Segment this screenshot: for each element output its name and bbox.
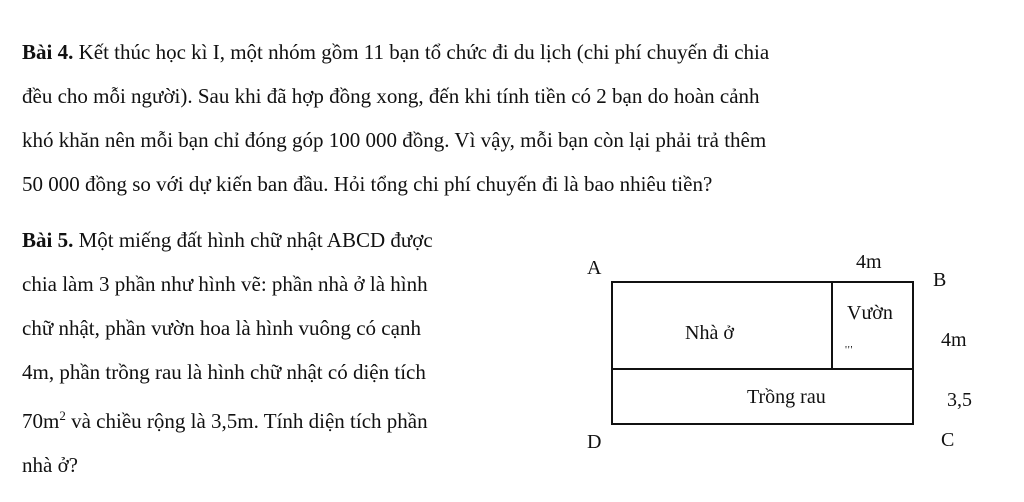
exercise-4-line-3: khó khăn nên mỗi bạn chỉ đóng góp 100 000 đồng. Vì vậy, mỗi bạn còn lại phải trả thêm xyxy=(22,128,767,152)
area-exponent: 2 xyxy=(59,408,66,423)
garden-label: Vườn xyxy=(847,302,893,324)
corner-a-label: A xyxy=(587,257,602,279)
exercise-5-line-5 xyxy=(22,394,562,443)
corner-c-label: C xyxy=(941,429,955,451)
corner-b-label: B xyxy=(933,269,947,291)
house-label: Nhà ở xyxy=(685,322,734,344)
exercise-4 xyxy=(22,30,1012,206)
exercise-5-line-3: chữ nhật, phần vườn hoa là hình vuông có cạnh xyxy=(22,316,421,340)
exercise-4-line-2: đều cho mỗi người). Sau khi đã hợp đồng xong, đến khi tính tiền có 2 bạn do hoàn cảnh xyxy=(22,84,760,108)
vegetable-label: Trồng rau xyxy=(747,386,826,408)
right-lower-label: 3,5 xyxy=(947,389,972,411)
area-value: 70m xyxy=(22,409,60,433)
exercise-5-line-6: nhà ở? xyxy=(22,453,78,477)
exercise-5-line-4: 4m, phần trồng rau là hình chữ nhật có diện tích xyxy=(22,360,426,384)
exercise-5-label: Bài 5. xyxy=(22,228,74,252)
right-upper-label: 4m xyxy=(941,329,967,351)
exercise-5 xyxy=(22,218,562,487)
exercise-4-line-4: 50 000 đồng so với dự kiến ban đầu. Hỏi tổng chi phí chuyến đi là bao nhiêu tiền? xyxy=(22,172,713,196)
garden-divider xyxy=(831,281,833,369)
exercise-5-line-2: chia làm 3 phần như hình vẽ: phần nhà ở là hình xyxy=(22,272,428,296)
vegetable-divider xyxy=(611,368,914,370)
top-length-label: 4m xyxy=(856,251,882,273)
land-figure xyxy=(575,240,1015,460)
exercise-4-line-1 xyxy=(22,30,1012,74)
exercise-5-text-5: và chiều rộng là 3,5m. Tính diện tích phần xyxy=(65,409,428,433)
exercise-4-text-1: Kết thúc học kì I, một nhóm gồm 11 bạn tổ chức đi du lịch (chi phí chuyến đi chia xyxy=(73,40,770,64)
garden-sub-label: ' ' ' xyxy=(845,344,852,356)
exercise-5-line-1 xyxy=(22,218,562,262)
exercise-4-label: Bài 4. xyxy=(22,40,74,64)
exercise-5-text-1: Một miếng đất hình chữ nhật ABCD được xyxy=(73,228,433,252)
corner-d-label: D xyxy=(587,431,602,453)
